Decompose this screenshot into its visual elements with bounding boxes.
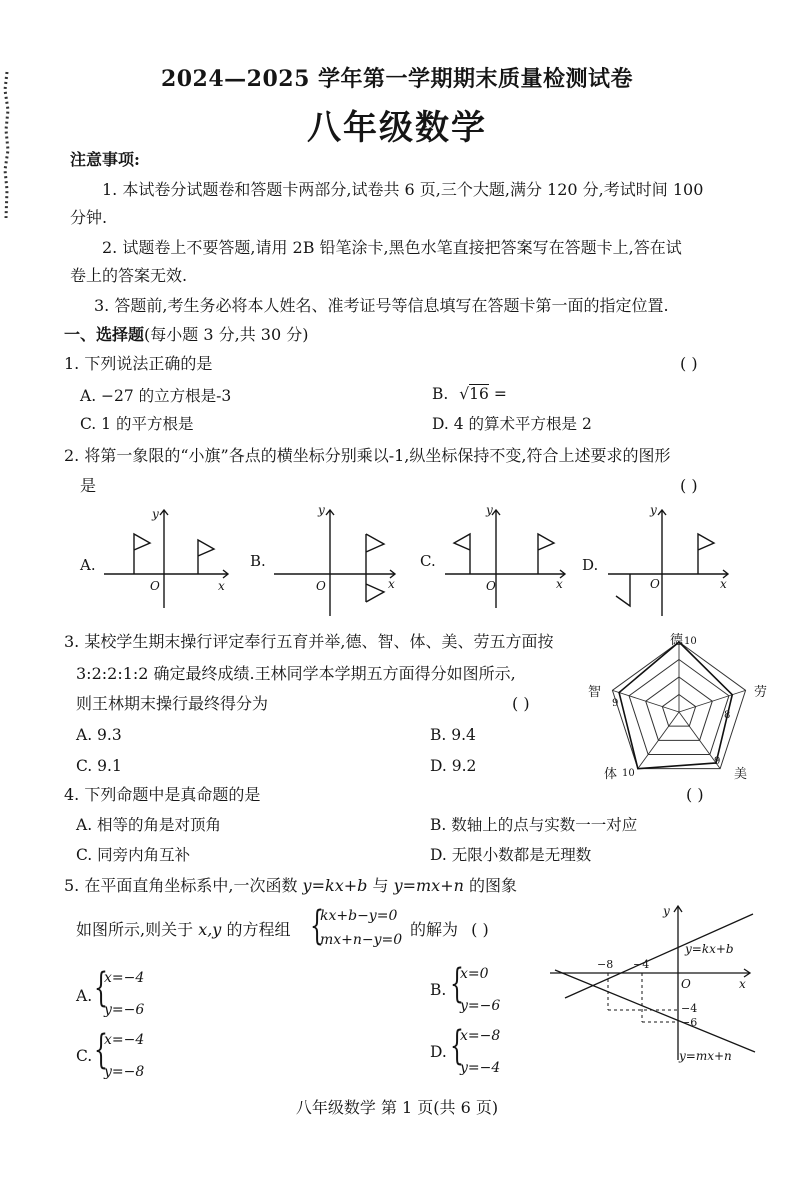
- q4-answer-paren: ( ): [686, 785, 704, 804]
- notice-item-3: 3. 答题前,考生务必将本人姓名、准考证号等信息填写在答题卡第一面的指定位置.: [94, 296, 669, 315]
- q2d-origin: O: [650, 577, 660, 591]
- q3-radar-axis-mei: 美: [734, 767, 748, 782]
- q2a-origin: O: [150, 579, 160, 593]
- q3-option-b: B. 9.4: [430, 726, 476, 744]
- q5-option-b-label: B.: [430, 981, 447, 999]
- q5-eq-2: mx+n−y=0: [320, 932, 403, 948]
- q2-option-label-a: A.: [80, 556, 96, 574]
- q5-vars: x,y: [198, 920, 222, 939]
- q5-line-mx-n: [555, 970, 755, 1052]
- q2c-y-label: y: [486, 503, 493, 517]
- q3-answer-paren: ( ): [512, 694, 530, 713]
- q4-option-d: D. 无限小数都是无理数: [430, 846, 592, 864]
- q1-option-b: [432, 384, 507, 404]
- q3-radar-score-mei: 9: [714, 756, 721, 767]
- q5-option-a-y: y=−6: [104, 1002, 145, 1018]
- q3-stem-line-2: 3:2:2:1:2 确定最终成绩.王林同学本学期五方面得分如图所示,: [76, 664, 516, 683]
- q2-figure-options: [60, 498, 750, 623]
- q5-y-label: y: [663, 904, 670, 918]
- q5-option-b-x: x=0: [460, 966, 489, 982]
- q5-eq-1: kx+b−y=0: [320, 908, 398, 924]
- q4-stem: 4. 下列命题中是真命题的是: [64, 785, 261, 804]
- q2b-origin: O: [316, 579, 326, 593]
- notice-item-1-line-1: 1. 本试卷分试题卷和答题卡两部分,试卷共 6 页,三个大题,满分 120 分,考试时间 100: [102, 180, 704, 199]
- q1-option-b-radicand: 16: [469, 385, 489, 403]
- q5-option-d-y: y=−4: [460, 1060, 501, 1076]
- q3-option-a: A. 9.3: [76, 726, 122, 744]
- notice-item-2-line-2: 卷上的答案无效.: [70, 266, 188, 285]
- q5-answer-paren: ( ): [471, 920, 489, 939]
- q5-origin: O: [681, 977, 691, 991]
- q5-option-d-label: D.: [430, 1043, 447, 1061]
- q5-tick-neg4: −4: [633, 958, 650, 971]
- q2-option-label-d: D.: [582, 556, 599, 574]
- q3-stem-line-3: 则王林期末操行最终得分为: [76, 694, 269, 713]
- q1-answer-paren: ( ): [680, 354, 698, 373]
- q5-stem-suffix: 的图象: [469, 876, 518, 895]
- q2a-flag-right: [198, 540, 214, 574]
- q4-option-c: C. 同旁内角互补: [76, 846, 191, 864]
- q5-function-1: y=kx+b: [302, 876, 368, 895]
- q2c-x-label: x: [556, 577, 563, 591]
- q5-option-d-x: x=−8: [460, 1028, 501, 1044]
- q5-option-a-label: A.: [76, 987, 93, 1005]
- q3-stem-line-1: 3. 某校学生期末操行评定奉行五育并举,德、智、体、美、劳五方面按: [64, 632, 554, 651]
- q2-stem-line-2: 是: [80, 476, 97, 495]
- q2b-flags: [366, 534, 384, 602]
- exam-title: 2024—2025 学年第一学期期末质量检测试卷: [160, 66, 634, 92]
- q5-line2-mid: 的方程组: [226, 920, 291, 939]
- q4-option-a: A. 相等的角是对顶角: [76, 816, 222, 834]
- q3-radar-axis-ti: 体: [604, 767, 618, 782]
- q3-radar-axis-lao: 劳: [754, 685, 768, 700]
- q5-option-a-x: x=−4: [104, 970, 145, 986]
- q5-system-brace: {: [310, 903, 324, 949]
- q2d-flag-left: [616, 574, 630, 606]
- q5-option-c-brace: {: [94, 1027, 108, 1073]
- q3-radar-score-polygon: [619, 642, 732, 769]
- q5-tick-y-neg6: −6: [681, 1016, 698, 1029]
- q3-radar-score-lao: 8: [724, 710, 731, 721]
- section-1-header: [64, 325, 308, 345]
- q1-option-a: A. −27 的立方根是-3: [80, 387, 232, 405]
- section-1-note: (每小题 3 分,共 30 分): [144, 325, 309, 344]
- q2c-flag-right: [538, 534, 554, 574]
- q3-radar-chart: [584, 628, 774, 784]
- q3-option-c: C. 9.1: [76, 757, 122, 775]
- q2-stem-line-1: 2. 将第一象限的“小旗”各点的横坐标分别乘以-1,纵坐标保持不变,符合上述要求的图形: [64, 446, 671, 465]
- q5-line2-prefix: 如图所示,则关于: [76, 920, 194, 939]
- q2-option-label-c: C.: [420, 552, 436, 570]
- q2d-y-label: y: [650, 503, 657, 517]
- q1-option-b-eq: =: [493, 385, 507, 403]
- q3-radar-score-ti: 10: [622, 768, 635, 779]
- q2-option-label-b: B.: [250, 552, 266, 570]
- notice-item-2-line-1: 2. 试题卷上不要答题,请用 2B 铅笔涂卡,黑色水笔直接把答案写在答题卡上,答在试: [102, 238, 682, 257]
- q2a-x-label: x: [218, 579, 225, 593]
- q3-radar-axis-zhi: 智: [588, 685, 602, 700]
- q5-option-c-x: x=−4: [104, 1032, 145, 1048]
- q3-option-d: D. 9.2: [430, 757, 477, 775]
- q1-stem: 1. 下列说法正确的是: [64, 354, 213, 373]
- q3-radar-axis-de: 德: [670, 633, 684, 648]
- q1-option-b-label: B.: [432, 385, 449, 403]
- q2a-y-label: y: [152, 507, 159, 521]
- q2-answer-paren: ( ): [680, 476, 698, 495]
- notice-item-1-line-2: 分钟.: [70, 208, 108, 227]
- q5-line-1-label: y=kx+b: [685, 942, 734, 956]
- q5-stem-prefix: 5. 在平面直角坐标系中,一次函数: [64, 876, 298, 895]
- q1-option-d: D. 4 的算术平方根是 2: [432, 415, 592, 433]
- q5-option-b-brace: {: [450, 961, 464, 1007]
- q2d-flag-right: [698, 534, 714, 574]
- q5-function-2: y=mx+n: [393, 876, 464, 895]
- q5-option-d-brace: {: [450, 1023, 464, 1069]
- q5-tick-neg8: −8: [597, 958, 614, 971]
- q2b-y-label: y: [318, 503, 325, 517]
- q5-line-2-label: y=mx+n: [679, 1049, 732, 1063]
- q5-x-label: x: [739, 977, 746, 991]
- q3-radar-score-zhi: 9: [612, 698, 619, 709]
- q2b-x-label: x: [388, 577, 395, 591]
- q4-option-b: B. 数轴上的点与实数一一对应: [430, 816, 638, 834]
- q5-line2-suffix: [410, 920, 489, 940]
- q5-tick-y-neg4: −4: [681, 1002, 698, 1015]
- q2a-flag-left: [134, 534, 150, 574]
- q2d-x-label: x: [720, 577, 727, 591]
- page-footer: 八年级数学 第 1 页(共 6 页): [295, 1098, 499, 1117]
- q5-stem-mid: 与: [372, 876, 389, 895]
- notice-heading: 注意事项:: [70, 150, 140, 169]
- q5-option-c-y: y=−8: [104, 1064, 145, 1080]
- q3-radar-score-de: 10: [684, 636, 697, 647]
- q2c-origin: O: [486, 579, 496, 593]
- q2c-flag-left: [454, 534, 470, 574]
- section-1-heading: 一、选择题: [64, 325, 145, 344]
- sqrt-symbol: √: [459, 385, 470, 403]
- q5-function-graph: [545, 900, 760, 1065]
- exam-subject: 八年级数学: [307, 108, 487, 148]
- q5-stem-line-1: [64, 876, 517, 896]
- q5-line2-suffix-text: 的解为: [410, 920, 459, 939]
- q5-option-a-brace: {: [94, 965, 108, 1011]
- q1-option-c: C. 1 的平方根是: [80, 415, 194, 433]
- q5-option-b-y: y=−6: [460, 998, 501, 1014]
- q5-option-c-label: C.: [76, 1047, 93, 1065]
- q5-stem-line-2-left: [76, 920, 290, 940]
